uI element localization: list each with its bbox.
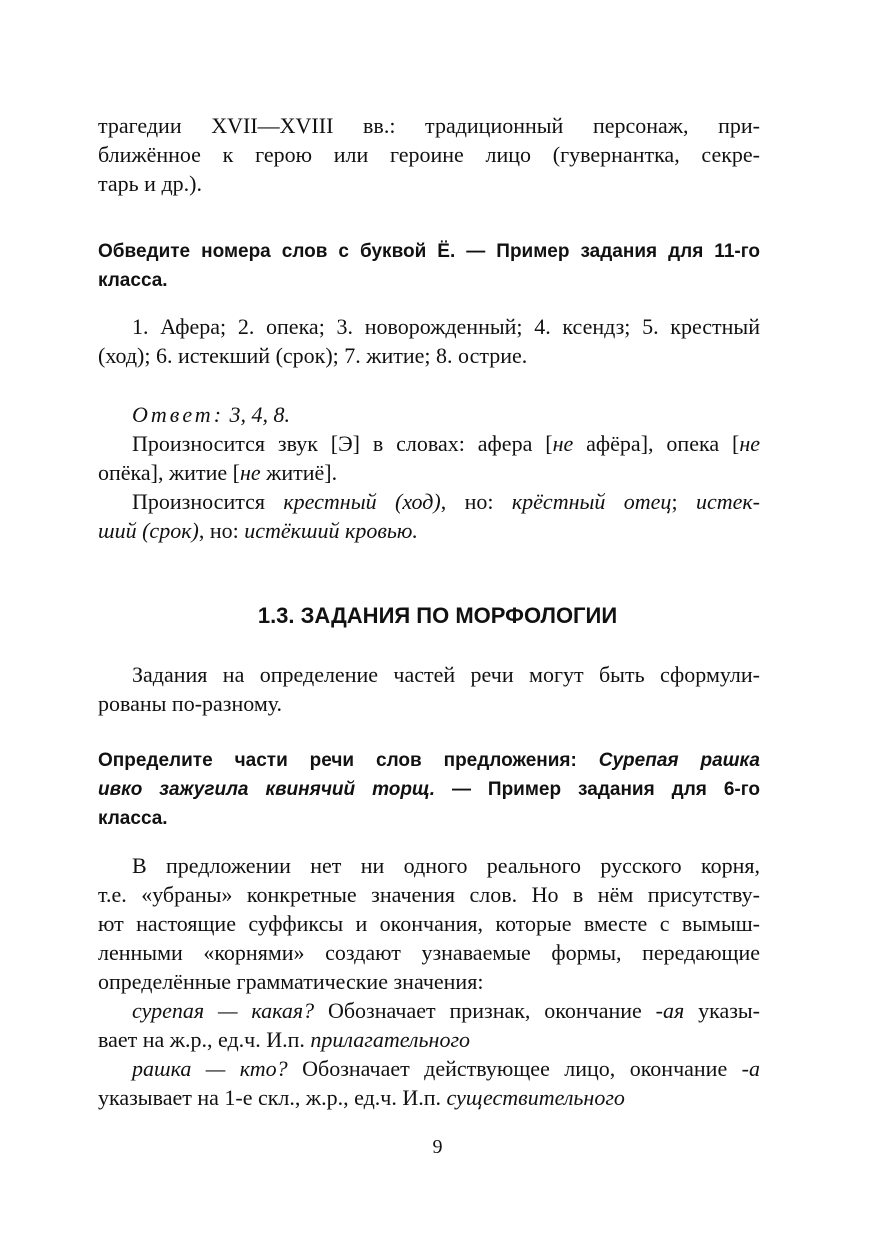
explain-line-3: Произносится крестный (ход), но: крёстный отец; истек- bbox=[132, 489, 760, 514]
task2-body-line-4: ленными «корнями» создают узнаваемые формы, передающие bbox=[98, 940, 760, 965]
task2-body-line-5: определённые грамматические значения: bbox=[98, 969, 484, 994]
task2-heading-line-2: ивко зажугила квинячий торщ. — Пример задания для 6-го bbox=[98, 779, 761, 800]
example-line-1: сурепая — какая? Обозначает признак, окончание -ая указы- bbox=[132, 998, 761, 1023]
explain-line-1: Произносится звук [Э] в словах: афера [не афёра], опека [не bbox=[132, 431, 761, 456]
page-number: 9 bbox=[432, 1136, 443, 1158]
intro-line-1: трагедии XVII—XVIII вв.: традиционный персонаж, при- bbox=[98, 113, 760, 138]
task2-heading-line-1: Определите части речи слов предложения: Сурепая рашка bbox=[98, 750, 760, 771]
answer-value: 3, 4, 8. bbox=[229, 402, 291, 427]
example-line-2: вает на ж.р., ед.ч. И.п. прилагательного bbox=[98, 1027, 471, 1052]
task2-body-line-3: ют настоящие суффиксы и окончания, которые вместе с вымыш- bbox=[98, 911, 760, 936]
explain-line-2: опёка], житие [не житиё]. bbox=[98, 460, 338, 485]
explain-line-4: ший (срок), но: истёкший кровью. bbox=[98, 518, 418, 543]
section-title: 1.3. ЗАДАНИЯ ПО МОРФОЛОГИИ bbox=[257, 603, 618, 628]
task2-body-line-1: В предложении нет ни одного реального русского корня, bbox=[132, 853, 760, 878]
answer-label: Ответ: bbox=[132, 402, 225, 427]
intro-line-3: тарь и др.). bbox=[98, 171, 202, 196]
example-line-3: рашка — кто? Обозначает действующее лицо, окончание -а bbox=[132, 1056, 760, 1081]
task1-heading-line-2: класса. bbox=[98, 270, 168, 291]
task1-words-line-2: (ход); 6. истекший (срок); 7. житие; 8. острие. bbox=[98, 343, 528, 368]
task1-words-line-1: 1. Афера; 2. опека; 3. новорожденный; 4. ксендз; 5. крестный bbox=[132, 314, 760, 339]
section-intro-line-2: рованы по-разному. bbox=[98, 691, 283, 716]
task1-heading-line-1: Обведите номера слов с буквой Ё. — Пример задания для 11-го bbox=[98, 241, 760, 262]
task2-heading-line-3: класса. bbox=[98, 808, 168, 829]
example-line-4: указывает на 1-е скл., ж.р., ед.ч. И.п. существительного bbox=[98, 1085, 625, 1110]
answer-line bbox=[132, 400, 760, 429]
task2-body-line-2: т.е. «убраны» конкретные значения слов. Но в нём присутству- bbox=[98, 882, 760, 907]
intro-line-2: ближённое к герою или героине лицо (гувернантка, секре- bbox=[98, 142, 760, 167]
section-intro-line-1: Задания на определение частей речи могут быть сформули- bbox=[132, 662, 760, 687]
